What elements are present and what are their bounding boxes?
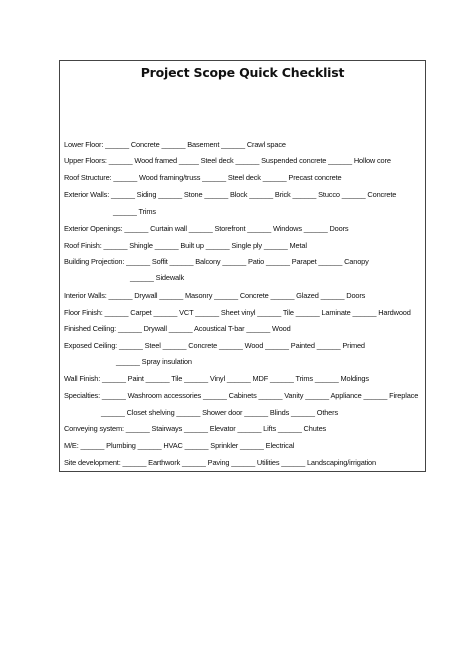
interior-walls-line: Interior Walls: ______ Drywall ______ Masonry ______ Concrete ______ Glazed ______ Doors: [64, 291, 366, 300]
lower-floor-line: Lower Floor: ______ Concrete ______ Basement ______ Crawl space: [64, 140, 286, 149]
page-title: Project Scope Quick Checklist: [140, 65, 345, 80]
checklist-frame: [59, 60, 426, 472]
upper-floors-line: Upper Floors: ______ Wood framed _____ Steel deck ______ Suspended concrete ______ Hollow core: [64, 156, 391, 165]
exposed-ceiling-continued-line: ______ Spray insulation: [116, 357, 192, 366]
roof-structure-line: Roof Structure: ______ Wood framing/truss ______ Steel deck ______ Precast concrete: [64, 173, 342, 182]
wall-finish-line: Wall Finish: ______ Paint ______ Tile ______ Vinyl ______ MDF ______ Trims ______ Moldings: [64, 374, 369, 383]
conveying-system-line: Conveying system: ______ Stairways ______ Elevator ______ Lifts ______ Chutes: [64, 424, 327, 433]
finished-ceiling-line: Finished Ceiling: ______ Drywall ______ Acoustical T-bar ______ Wood: [64, 324, 291, 333]
specialties-line: Specialties: ______ Washroom accessories ______ Cabinets ______ Vanity ______ Appliance ______ Fireplace: [64, 391, 419, 400]
exterior-openings-line: Exterior Openings: ______ Curtain wall ______ Storefront ______ Windows ______ Doors: [64, 224, 349, 233]
exposed-ceiling-line: Exposed Ceiling: ______ Steel ______ Concrete ______ Wood ______ Painted ______ Primed: [64, 341, 365, 350]
floor-finish-line: Floor Finish: ______ Carpet ______ VCT ______ Sheet vinyl ______ Tile ______ Laminate ______ Hardwood: [64, 308, 411, 317]
specialties-continued-line: ______ Closet shelving ______ Shower door ______ Blinds ______ Others: [101, 408, 339, 417]
site-development-line: Site development: ______ Earthwork ______ Paving ______ Utilities ______ Landscaping/irrigation: [64, 458, 376, 467]
exterior-walls-continued-line: ______ Trims: [113, 207, 156, 216]
mechanical-electrical-line: M/E: ______ Plumbing ______ HVAC ______ Sprinkler ______ Electrical: [64, 441, 295, 450]
building-projection-line: Building Projection: ______ Soffit ______ Balcony ______ Patio ______ Parapet ______ Canopy: [64, 257, 369, 266]
exterior-walls-line: Exterior Walls: ______ Siding ______ Stone ______ Block ______ Brick ______ Stucco ______ Concrete: [64, 190, 397, 199]
roof-finish-line: Roof Finish: ______ Shingle ______ Built up ______ Single ply ______ Metal: [64, 241, 307, 250]
building-projection-continued-line: ______ Sidewalk: [130, 273, 185, 282]
